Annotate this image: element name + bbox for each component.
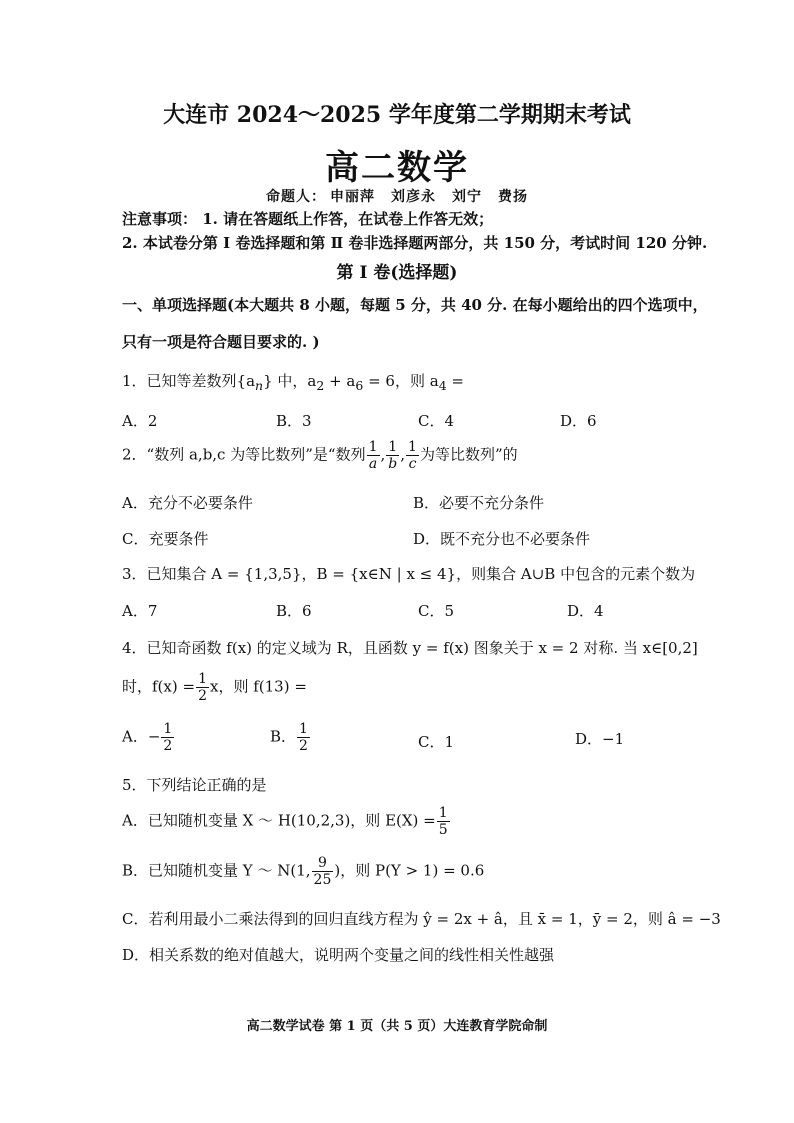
fraction: $\frac{1}{2}$ [299,721,308,754]
page-footer: 高二数学试卷 第 1 页（共 5 页）大连教育学院命制 [246,1019,548,1034]
author-name: 费扬 [498,189,528,205]
question-4-stem-line-1: 4．已知奇函数 f(x) 的定义域为 R，且函数 y = f(x) 图象关于 x = 2 对称. 当 x∈[0,2] [122,639,698,657]
question-4-option-b: B． $\frac{1}{2}$ [270,721,308,754]
question-2-stem: 2．“数列 a,b,c 为等比数列”是“数列 $\frac{1}{a}$ , $\frac{1}{b}$ , $\frac{1}{c}$ 为等比数列”的 [122,439,518,472]
question-5-option-b: B．已知随机变量 Y ～ N(1, $\frac{9}{25}$ )，则 P(Y > 1) = 0.6 [122,855,485,888]
question-1-option-a: A．2 [122,412,158,430]
fraction: $\frac{9}{25}$ [313,855,332,888]
question-5-stem: 5．下列结论正确的是 [122,776,267,794]
question-4-option-c: C．1 [418,733,455,751]
question-2-option-b: B．必要不充分条件 [413,494,545,512]
notice-line-2: 2. 本试卷分第 Ⅰ 卷选择题和第 Ⅱ 卷非选择题两部分，共 150 分，考试时间 120 分钟. [122,234,708,252]
section-title: 第 Ⅰ 卷(选择题) [336,263,458,283]
question-3-option-b: B．6 [276,602,312,620]
exam-subject: 高二数学 [325,148,469,188]
question-5-option-d: D．相关系数的绝对值越大，说明两个变量之间的线性相关性越强 [122,946,555,964]
authors-line [0,186,794,206]
question-3-option-a: A．7 [122,602,158,620]
section-instruction-2: 只有一项是符合题目要求的. ) [122,333,320,351]
section-instruction-1: 一、单项选择题(本大题共 8 小题，每题 5 分，共 40 分. 在每小题给出的四个选项中， [122,296,708,314]
fraction: $\frac{1}{2}$ [198,671,207,704]
question-4-option-a: A．− $\frac{1}{2}$ [122,721,173,754]
fraction: $\frac{1}{2}$ [163,721,173,754]
question-2-option-d: D．既不充分也不必要条件 [413,530,591,548]
author-name: 刘宁 [452,189,482,205]
question-1-stem: 1．已知等差数列$\{a_n\}$ 中，$a_2 + a_6 = 6$，则 $a_4$ = [122,372,464,393]
fraction: $\frac{1}{b}$ [388,439,398,472]
authors-label: 命题人： [266,189,326,205]
fraction: $\frac{1}{a}$ [368,439,378,472]
question-1-option-d: D．6 [560,412,597,430]
question-3-stem: 3．已知集合 A = {1,3,5}，B = {x∈N | x ≤ 4}，则集合 A∪B 中包含的元素个数为 [122,565,696,583]
question-4-option-d: D．−1 [575,730,625,748]
exam-title: 大连市 2024～2025 学年度第二学期期末考试 [163,102,631,128]
question-5-option-a: A．已知随机变量 X ～ H(10,2,3)，则 E(X) = $\frac{1}{5}$ [122,805,448,838]
question-3-option-c: C．5 [418,602,455,620]
author-name: 申丽萍 [330,189,375,205]
fraction: $\frac{1}{c}$ [408,439,417,472]
question-2-option-c: C．充要条件 [122,530,209,548]
question-3-option-d: D．4 [567,602,604,620]
question-4-stem-line-2: 时，f(x) = $\frac{1}{2}$ x，则 f(13) = [122,671,307,704]
notice-line-1: 注意事项： 1. 请在答题纸上作答，在试卷上作答无效； [122,210,494,228]
question-2-option-a: A．充分不必要条件 [122,494,253,512]
question-1-option-b: B．3 [276,412,312,430]
question-5-option-c: C．若利用最小二乘法得到的回归直线方程为 ŷ = 2x + â，且 x̄ = 1，ȳ = 2，则 â = −3 [122,910,721,928]
fraction: $\frac{1}{5}$ [438,805,448,838]
author-name: 刘彦永 [391,189,436,205]
question-1-option-c: C．4 [418,412,455,430]
